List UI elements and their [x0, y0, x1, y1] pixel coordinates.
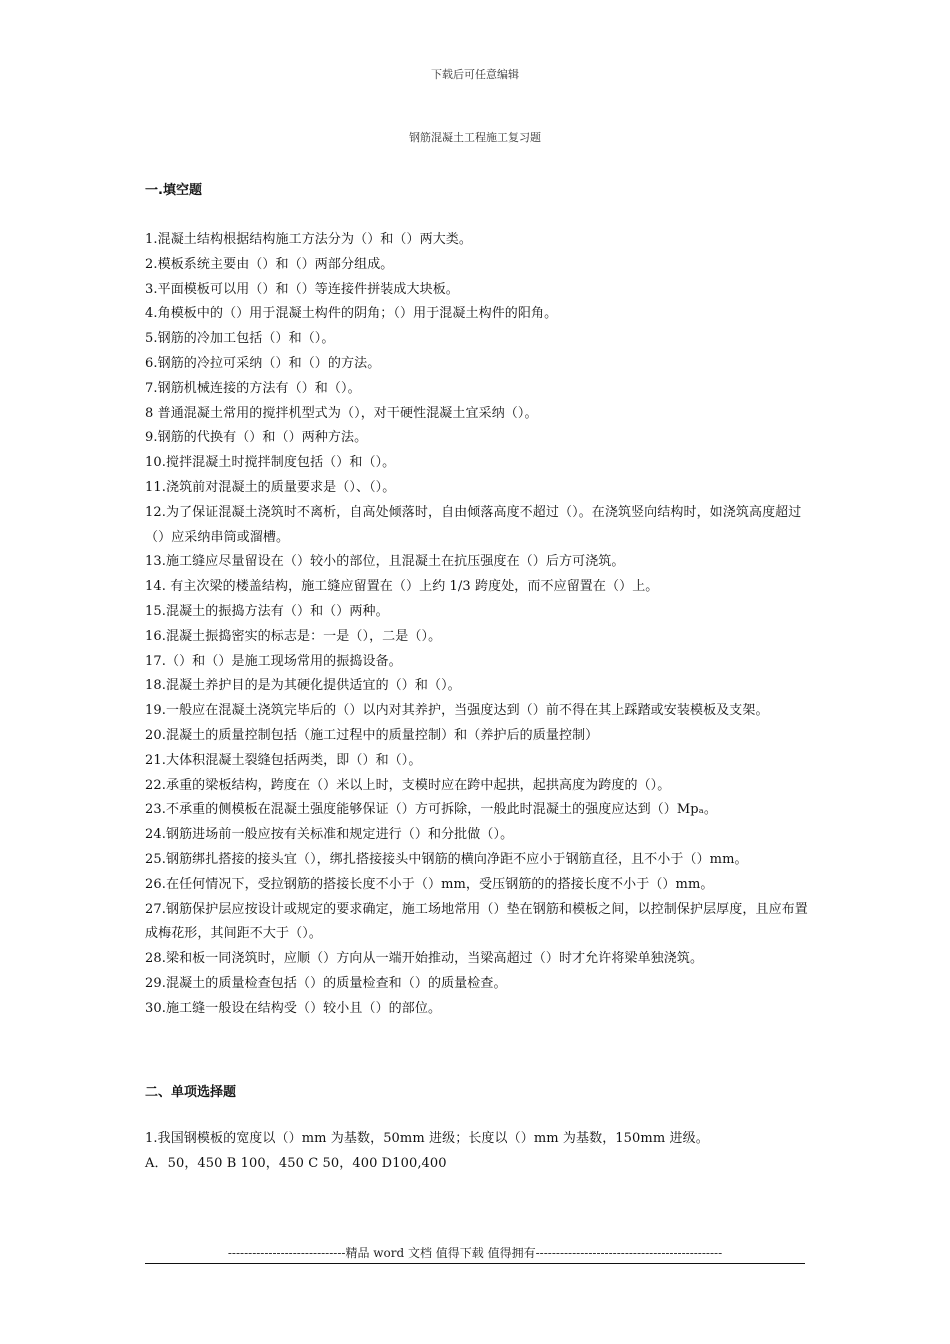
section-title-fill-blank: 一.填空题: [145, 183, 202, 198]
question-item: 26.在任何情况下，受拉钢筋的搭接长度不小于（）mm，受压钢筋的的搭接长度不小于（）mm。: [145, 876, 714, 892]
footer-text: -----------------------------精品 word 文档 值得下载 值得拥有----------------------------------------------: [227, 1246, 723, 1260]
section-title-single-choice: 二、单项选择题: [145, 1085, 237, 1100]
question-item: 27.钢筋保护层应按设计或规定的要求确定，施工场地常用（）垫在钢筋和模板之间，以控制保护层厚度，且应布置成梅花形，其间距不大于（）。: [145, 901, 808, 942]
question-item: 3.平面模板可以用（）和（）等连接件拼装成大块板。: [145, 281, 459, 297]
question-item: 1.混凝土结构根据结构施工方法分为（）和（）两大类。: [145, 232, 473, 247]
question-item: 7.钢筋机械连接的方法有（）和（）。: [145, 380, 361, 396]
question-item: 20.混凝土的质量控制包括（施工过程中的质量控制）和（养护后的质量控制）: [145, 727, 599, 743]
question-item: 25.钢筋绑扎搭接的接头宜（），绑扎搭接接头中钢筋的横向净距不应小于钢筋直径，且不小于（）mm。: [145, 851, 748, 867]
question-item: 14. 有主次梁的楼盖结构，施工缝应留置在（）上约 1/3 跨度处，而不应留置在（）上。: [145, 579, 659, 595]
question-item: 21.大体积混凝土裂缝包括两类，即（）和（）。: [145, 752, 422, 768]
question-item: 30.施工缝一般设在结构受（）较小且（）的部位。: [145, 1000, 442, 1016]
question-item: 22.承重的梁板结构，跨度在（）米以上时，支模时应在跨中起拱，起拱高度为跨度的（）。: [145, 777, 671, 793]
question-item: 11.浇筑前对混凝土的质量要求是（）、（）。: [145, 479, 396, 495]
question-item: 18.混凝土养护目的是为其硬化提供适宜的（）和（）。: [145, 678, 461, 694]
question-item: 8 普通混凝土常用的搅拌机型式为（），对干硬性混凝土宜采纳（）。: [145, 405, 538, 421]
footer-divider: [145, 1263, 805, 1264]
question-item: 15.混凝土的振捣方法有（）和（）两种。: [145, 603, 389, 619]
question-item: 9.钢筋的代换有（）和（）两种方法。: [145, 430, 368, 446]
question-item: 28.梁和板一同浇筑时，应顺（）方向从一端开始推动，当梁高超过（）时才允许将梁单独浇筑。: [145, 951, 704, 967]
fill-blank-question-list: [145, 228, 810, 1022]
answer-options: A．50，450 B 100，450 C 50，400 D100,400: [145, 1155, 447, 1171]
question-item: 12.为了保证混凝土浇筑时不离析，自高处倾落时，自由倾落高度不超过（）。在浇筑竖向结构时，如浇筑高度超过（）应采纳串筒或溜槽。: [145, 504, 802, 545]
document-title: 钢筋混凝土工程施工复习题: [409, 131, 541, 144]
header-note: 下载后可任意编辑: [431, 68, 519, 81]
question-item: 5.钢筋的冷加工包括（）和（）。: [145, 331, 335, 347]
question-item: 23.不承重的侧模板在混凝土强度能够保证（）方可拆除，一般此时混凝土的强度应达到（）Mpₐ。: [145, 802, 717, 818]
question-item: 10.搅拌混凝土时搅拌制度包括（）和（）。: [145, 455, 396, 471]
question-item: 13.施工缝应尽量留设在（）较小的部位，且混凝土在抗压强度在（）后方可浇筑。: [145, 554, 625, 570]
question-item: 17.（）和（）是施工现场常用的振捣设备。: [145, 653, 402, 669]
question-item: 2.模板系统主要由（）和（）两部分组成。: [145, 256, 394, 272]
question-item: 16.混凝土振捣密实的标志是：一是（），二是（）。: [145, 628, 442, 644]
single-choice-question-list: [145, 1127, 810, 1177]
question-item: 29.混凝土的质量检查包括（）的质量检查和（）的质量检查。: [145, 975, 507, 991]
question-item: 19.一般应在混凝土浇筑完毕后的（）以内对其养护，当强度达到（）前不得在其上踩踏或安装模板及支架。: [145, 703, 769, 719]
question-item: 6.钢筋的冷拉可采纳（）和（）的方法。: [145, 355, 381, 371]
question-item: 24.钢筋进场前一般应按有关标准和规定进行（）和分批做（）。: [145, 827, 514, 843]
question-item: 1.我国钢模板的宽度以（）mm 为基数，50mm 进级；长度以（）mm 为基数，150mm 进级。: [145, 1131, 709, 1146]
question-item: 4.角模板中的（）用于混凝土构件的阴角；（）用于混凝土构件的阳角。: [145, 306, 558, 322]
